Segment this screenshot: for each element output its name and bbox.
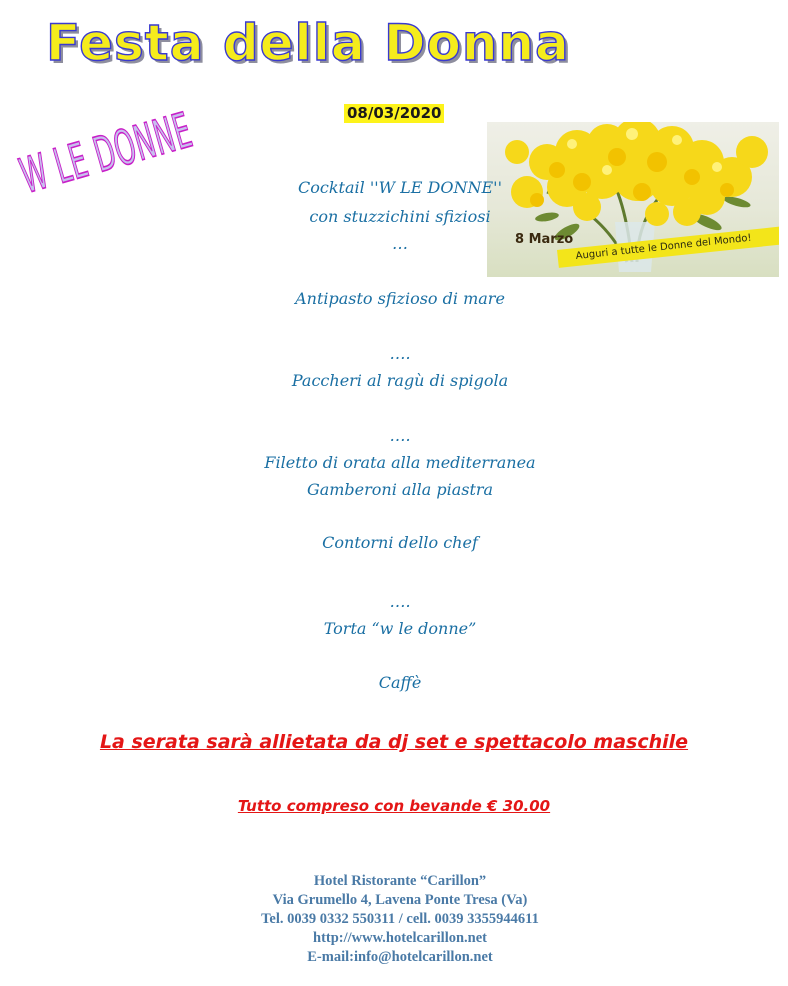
menu-separator: … (392, 234, 408, 253)
w-le-donne-wordart: W LE DONNE (14, 101, 199, 205)
menu-separator: …. (389, 344, 411, 363)
photo-date-label: 8 Marzo (515, 232, 574, 247)
menu-item-contorni: Contorni dello chef (322, 533, 478, 552)
page-title: Festa della Donna (46, 14, 570, 72)
menu-separator: …. (389, 426, 411, 445)
menu-separator: …. (389, 592, 411, 611)
event-date: 08/03/2020 (344, 104, 444, 123)
menu-item-paccheri: Paccheri al ragù di spigola (291, 371, 509, 390)
photo-greeting-banner: Auguri a tutte le Donne del Mondo! (557, 223, 779, 268)
menu-item-filetto: Filetto di orata alla mediterranea (264, 453, 536, 472)
menu-item-cocktail: Cocktail ''W LE DONNE'' (298, 178, 502, 197)
price-note: Tutto compreso con bevande € 30.00 (237, 797, 551, 815)
menu-item-antipasto: Antipasto sfizioso di mare (295, 289, 505, 308)
footer-contact (194, 872, 606, 967)
hotel-address: Via Grumello 4, Lavena Ponte Tresa (Va) (272, 892, 528, 908)
hotel-email-link[interactable]: E-mail:info@hotelcarillon.net (307, 949, 493, 965)
menu-item-torta: Torta “w le donne” (323, 619, 477, 638)
hotel-name: Hotel Ristorante “Carillon” (313, 873, 487, 889)
menu-item-caffe: Caffè (378, 673, 422, 692)
entertainment-note: La serata sarà allietata da dj set e spettacolo maschile (99, 731, 689, 753)
menu-item-cocktail-desc: con stuzzichini sfiziosi (309, 207, 491, 226)
hotel-phones: Tel. 0039 0332 550311 / cell. 0039 3355944611 (261, 911, 539, 927)
menu-item-gamberoni: Gamberoni alla piastra (306, 480, 494, 499)
hotel-website-link[interactable]: http://www.hotelcarillon.net (313, 930, 487, 946)
